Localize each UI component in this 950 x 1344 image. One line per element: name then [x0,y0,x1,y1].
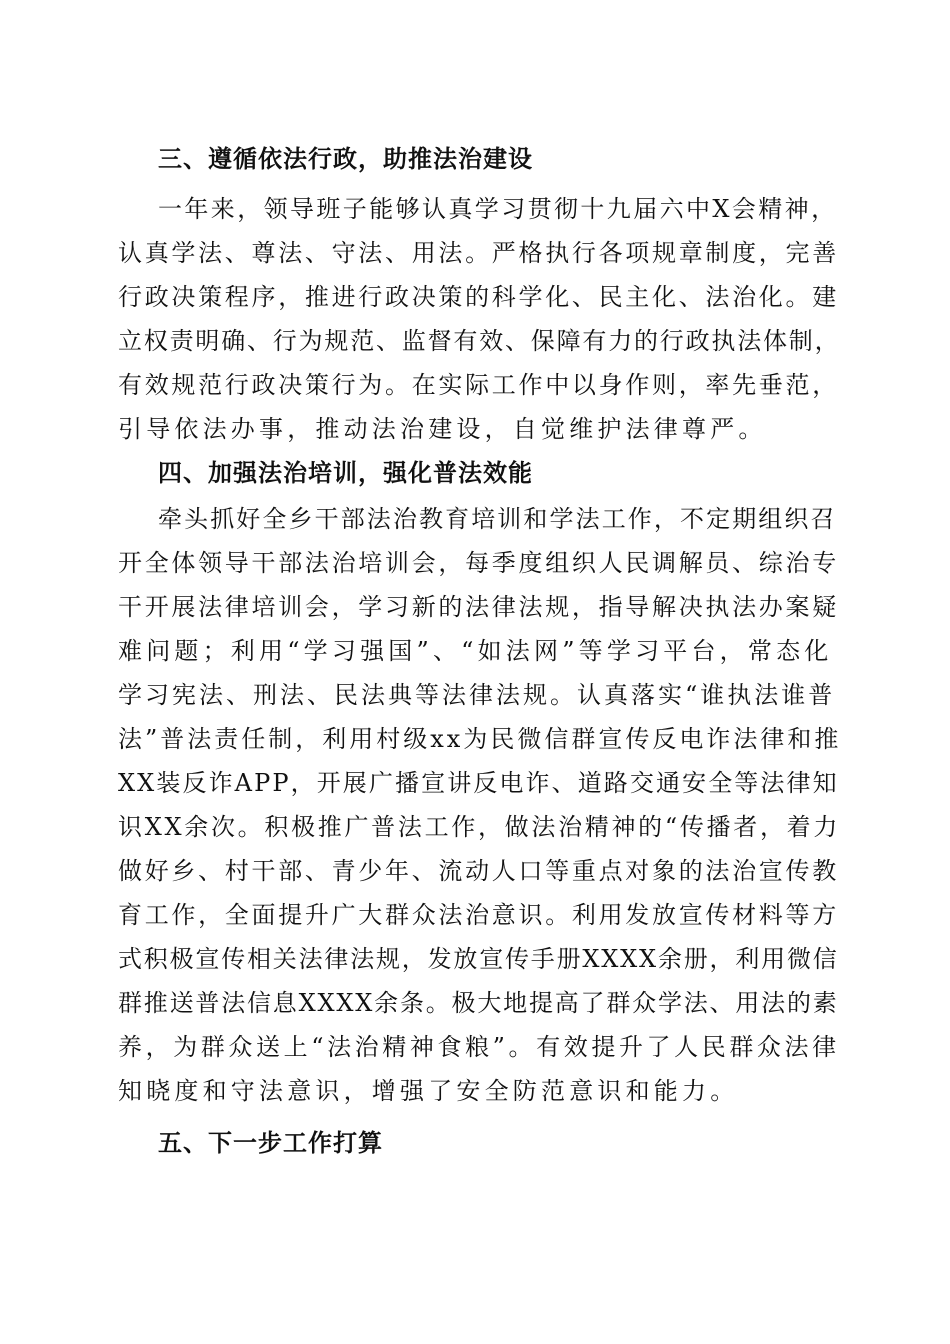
paragraph-line: 难问题；利用“学习强国”、“如法网”等学习平台，常态化 [118,637,833,665]
paragraph-line: 开全体领导干部法治培训会，每季度组织人民调解员、综治专 [118,549,839,577]
paragraph-line: 识XX余次。积极推广普法工作，做法治精神的“传播者，着力 [118,813,841,841]
paragraph-line: 育工作，全面提升广大群众法治意识。利用发放宣传材料等方 [118,901,839,929]
paragraph-line: 立权责明确、行为规范、监督有效、保障有力的行政执法体制， [118,327,841,355]
paragraph-line: 式积极宣传相关法律法规，发放宣传手册XXXX余册，利用微信 [118,945,839,973]
paragraph-line: 学习宪法、刑法、民法典等法律法规。认真落实“谁执法谁普 [118,681,836,709]
section-heading-5: 五、下一步工作打算 [158,1129,383,1157]
paragraph-line: 一年来，领导班子能够认真学习贯彻十九届六中X会精神， [158,195,838,223]
paragraph-line: 做好乡、村干部、青少年、流动人口等重点对象的法治宣传教 [118,857,839,885]
section-heading-3: 三、遵循依法行政，助推法治建设 [158,145,533,173]
paragraph-line: 有效规范行政决策行为。在实际工作中以身作则，率先垂范， [118,371,839,399]
paragraph-line: 牵头抓好全乡干部法治教育培训和学法工作，不定期组织召 [158,505,837,533]
paragraph-line: 干开展法律培训会，学习新的法律法规，指导解决执法办案疑 [118,593,839,621]
paragraph-line: 养，为群众送上“法治精神食粮”。有效提升了人民群众法律 [118,1033,840,1061]
paragraph-line: 行政决策程序，推进行政决策的科学化、民主化、法治化。建 [118,283,839,311]
paragraph-line: 法”普法责任制，利用村级xx为民微信群宣传反电诈法律和推 [118,725,842,753]
paragraph-line: 群推送普法信息XXXX余条。极大地提高了群众学法、用法的素 [118,989,839,1017]
paragraph-line: XX装反诈APP，开展广播宣讲反电诈、道路交通安全等法律知 [118,769,839,797]
section-heading-4: 四、加强法治培训，强化普法效能 [158,459,533,487]
paragraph-line: 引导依法办事，推动法治建设，自觉维护法律尊严。 [118,415,767,443]
paragraph-line: 知晓度和守法意识，增强了安全防范意识和能力。 [118,1077,739,1105]
paragraph-line: 认真学法、尊法、守法、用法。严格执行各项规章制度，完善 [118,239,839,267]
